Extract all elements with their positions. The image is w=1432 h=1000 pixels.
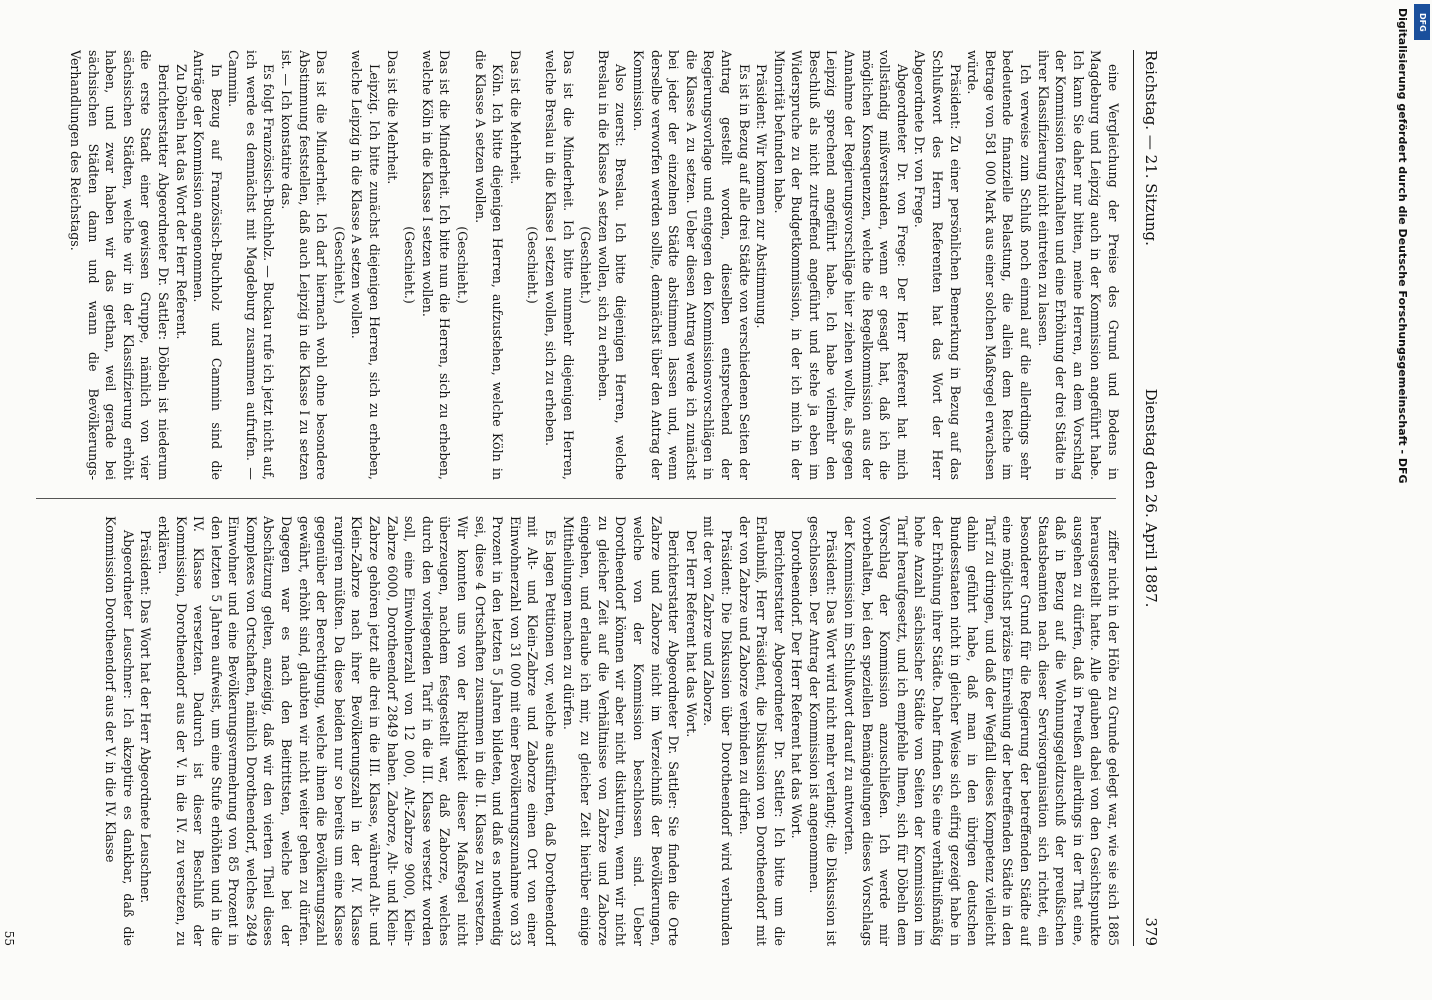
- text-paragraph: Es lagen Petitionen vor, welche ausführten, daß Dorotheendorf mit Alt- und Klein-Zabrze und Zaborze einen Ort von einer Einwohnerzahl von 31 000 mit einer Bevölkerungszunahme von 33 Prozent in den letzten 5 Jahren bildeten, und daß es nothwendig sei, diese 4 Ortschaften zusammen in die II. Klasse zu versetzen. Wir konnten uns von der Richtigkeit dieser Maßregel nicht überzeugen, nachdem festgestellt war, daß Zaborze, welches durch den vorliegenden Tarif in die III. Klasse versetzt worden soll, eine Einwohnerzahl von 12 000, Alt-Zabrze 9000, Klein-Zabrze 6000, Dorotheendorf 2849 haben. Zaborze, Alt- und Klein-Zabrze gehören jetzt alle drei in die III. Klasse, während Alt- und Klein-Zabrze nach ihrer Bevölkerungszahl in der IV. Klasse rangiren müßten. Da diese beiden nur so bereits um eine Klasse gegenüber der Berechtigung, welche ihnen die Bevölkerungszahl gewährt, erhöht sind, glaubten wir nicht weiter gehen zu dürfen. Dagegen war es nach den Beitrittsten, welche bei der Abschätzung gelten, anzeigig, daß wir den vierten Theil dieses Komplexes von Ortschaften, nämlich Dorotheendorf, welches 2849 Einwohner und eine Bevölkerungsvermehrung von 85 Prozent in den letzten 5 Jahren aufweist, um eine Stufe erhöhten und in die IV. Klasse versetzten. Dadurch ist dieser Beschluß der Kommission, Dorotheendorf aus der V. in die IV. zu versetzen, zu erklären.: [155, 516, 558, 946]
- text-paragraph: Berichterstatter Abgeordneter Dr. Sattler: Sie finden die Orte Zabrze und Zaborze nicht im Verzeichniß der Bevölkerungen, welche von der Kommission beschlossen sind. Ueber Dorotheendorf können wir aber nicht diskutiren, wenn wir nicht zu gleicher Zeit auf die Verhältnisse von Zabrze und Zaborze eingehen, und erlaube ich mir, zu gleicher Zeit hierüber einige Mittheilungen machen zu dürfen.: [560, 516, 682, 946]
- dfg-logo-icon: DFG: [1414, 4, 1430, 40]
- text-paragraph: Der Herr Referent hat das Wort.: [683, 530, 699, 738]
- text-paragraph: Ich verweise zum Schluß noch einmal auf die allerdings sehr bedeutende finanzielle Belastung, die allein dem Reiche im Betrage von 581 000 Mark aus einer solchen Maßregel erwachsen würde.: [965, 50, 1034, 480]
- text-paragraph: eine Vergleichung der Preise des Grund und Bodens in Magdeburg und Leipzig auch in der Kommission angeführt habe. Ich kann Sie daher nur bitten, meine Herren, an dem Vorschlag der Kommission festzuhalten und eine Erhöhung der drei Städte in ihrer Klassifizierung nicht eintreten zu lassen.: [1035, 50, 1121, 480]
- text-paragraph: Köln. Ich bitte diejenigen Herren, aufzustehen, welche Köln in die Klasse A setzen wollen.: [472, 50, 506, 480]
- text-paragraph: (Geschieht.): [455, 226, 471, 304]
- text-paragraph: Präsident: Zu einer persönlichen Bemerkung in Bezug auf das Schlußwort des Herrn Referenten hat das Wort der Herr Abgeordnete Dr. von Frege.: [912, 50, 963, 480]
- text-paragraph: Das ist die Mehrheit.: [507, 50, 523, 185]
- text-paragraph: Zu Döbeln hat das Wort der Herr Referent.: [173, 64, 189, 340]
- text-paragraph: Präsident: Das Wort hat der Herr Abgeordnete Leuschner.: [138, 530, 154, 904]
- header-session: Reichstag. — 21. Sitzung.: [1142, 50, 1160, 246]
- left-text-column: [22, 50, 1122, 480]
- text-paragraph: Es ist in Bezug auf alle drei Städte von verschiedenen Seiten der Antrag gestellt worden, dieselben entsprechend der Regierungsvorlage und entgegen den Kommissionsvorschlägen in die Klasse A zu setzen. Ueber diesen Antrag werde ich zunächst bei jeder der einzelnen Städte abstimmen lassen und, wenn derselbe verworfen werden sollte, demnächst über den Antrag der Kommission.: [630, 50, 752, 480]
- column-divider: [36, 498, 1116, 499]
- header-rule: [1133, 50, 1134, 946]
- text-paragraph: Berichterstatter Abgeordneter Dr. Sattler: Ich bitte um die Erlaubniß, Herr Präsident, die Diskussion von Dorotheendorf mit der von Zabrze und Zaborze verbinden zu dürfen.: [736, 516, 787, 946]
- text-paragraph: Präsident: Das Wort wird nicht mehr verlangt; die Diskussion ist geschlossen. Der Antrag der Kommission ist angenommen.: [806, 516, 840, 946]
- signature-mark: 55: [2, 930, 16, 946]
- text-paragraph: Dorotheendorf. Der Herr Referent hat das Wort.: [789, 530, 805, 839]
- text-paragraph: Abgeordneter Leuschner: Ich akzeptire es dankbar, daß die Kommission Dorotheendorf aus der V. in die IV. Klasse: [103, 516, 136, 946]
- text-paragraph: Also zuerst: Breslau. Ich bitte diejenigen Herren, welche Breslau in die Klasse A setzen wollen, sich zu erheben.: [595, 50, 629, 480]
- right-text-column: [22, 516, 1122, 946]
- text-paragraph: Das ist die Minderheit. Ich darf hiernach wohl ohne besondere Abstimmung feststellen, daß auch Leipzig in die Klasse I zu setzen ist. — Ich konstatire das.: [279, 50, 330, 480]
- text-paragraph: (Geschieht.): [331, 226, 347, 304]
- text-paragraph: Leipzig. Ich bitte zunächst diejenigen Herren, sich zu erheben, welche Leipzig in die Klasse A setzen wollen.: [349, 50, 383, 480]
- text-paragraph: Es folgt Französisch-Buchholz. — Buckau rufe ich jetzt nicht auf, ich werde es demnächst mit Magdeburg zusammen aufrufen. — Cammin.: [226, 50, 277, 480]
- page-number: 379: [1142, 917, 1160, 946]
- text-paragraph: ziffer nicht in der Höhe zu Grunde gelegt war, wie sie sich 1885 herausgestellt hatte. Alle glauben dabei von den Gesichtspunkte ausgehen zu dürfen, daß in Preußen allerdings in der That eine, daß in Bezug auf die Wohnungsgeldzuschuß der preußischen Staatsbeamten nach dieser Servisorganisation sich richtet, ein besonderer Grund für die Regierung der betreffenden Städte auf eine möglichst präzise Einreihung der betreffenden Städte in den Tarif zu dringen, und daß der Wegfall dieses Kompetenz vielleicht dahin geführt habe, daß man in den übrigen deutschen Bundesstaaten nicht in gleicher Weise sich eifrig gezeigt habe in der Erhöhung ihrer Städte. Daher finden Sie eine verhältnißmäßig hohe Anzahl sächsischer Städte von Seiten der Kommission im Tarif heraufgesetzt, und ich empfehle Ihnen, sich für Döbeln dem Vorschlag der Kommission anzuschließen. Ich werde mir vorbehalten, bei den speziellen Bemängelungen dieses Vorschlags der Kommission im Schlußwort darauf zu antworten.: [842, 516, 1121, 946]
- digitization-credit: Digitalisierung gefördert durch die Deutsche Forschungsgemeinschaft - DFG: [1396, 8, 1409, 484]
- text-paragraph: Das ist die Mehrheit.: [384, 50, 400, 185]
- text-paragraph: Abgeordneter Dr. von Frege: Der Herr Referent hat mich vollständig mißverstanden, wenn er gesagt hat, daß ich die möglichen Konsequenzen, welche die Regelkommission aus der Annahme der Regierungsvorschläge hier ziehen wollte, als gegen Leipzig sprechend angeführt habe. Ich habe vielmehr den Beschluß als nicht zutreffend angeführt und stehe ja eben im Widerspruche zu der Budgetkommission, in der ich mich in der Minorität befunden habe.: [771, 50, 910, 480]
- running-header: [1134, 50, 1160, 946]
- text-paragraph: Das ist die Minderheit. Ich bitte nunmehr diejenigen Herren, welche Breslau in die Klasse I setzen wollen, sich zu erheben.: [543, 50, 576, 480]
- text-paragraph: Präsident: Die Diskussion über Dorotheendorf wird verbunden mit der von Zabrze und Zaborze.: [701, 516, 734, 946]
- text-paragraph: Präsident: Wir kommen zur Abstimmung.: [754, 64, 770, 329]
- header-date: Dienstag den 26. April 1887.: [1142, 388, 1160, 608]
- text-paragraph: Das ist die Minderheit. Ich bitte nun die Herren, sich zu erheben, welche Köln in die Klasse I setzen wollen.: [419, 50, 453, 480]
- text-paragraph: (Geschieht.): [578, 226, 594, 304]
- text-paragraph: Berichterstatter Abgeordneter Dr. Sattler: Döbeln ist niederum die erste Stadt einer gewissen Gruppe, nämlich von vier sächsischen Städten, welche wir in der Klassifizierung erhöht haben, und zwar haben wir das gethan, weil gerade bei sächsischen Städten dann und wann die Bevölkerungs-Verhandlungen des Reichstags.: [67, 50, 171, 480]
- text-paragraph: (Geschieht.): [402, 226, 418, 304]
- text-paragraph: (Geschieht.): [525, 226, 541, 304]
- text-paragraph: In Bezug auf Französisch-Buchholz und Cammin sind die Anträge der Kommission angenommen.: [191, 50, 224, 480]
